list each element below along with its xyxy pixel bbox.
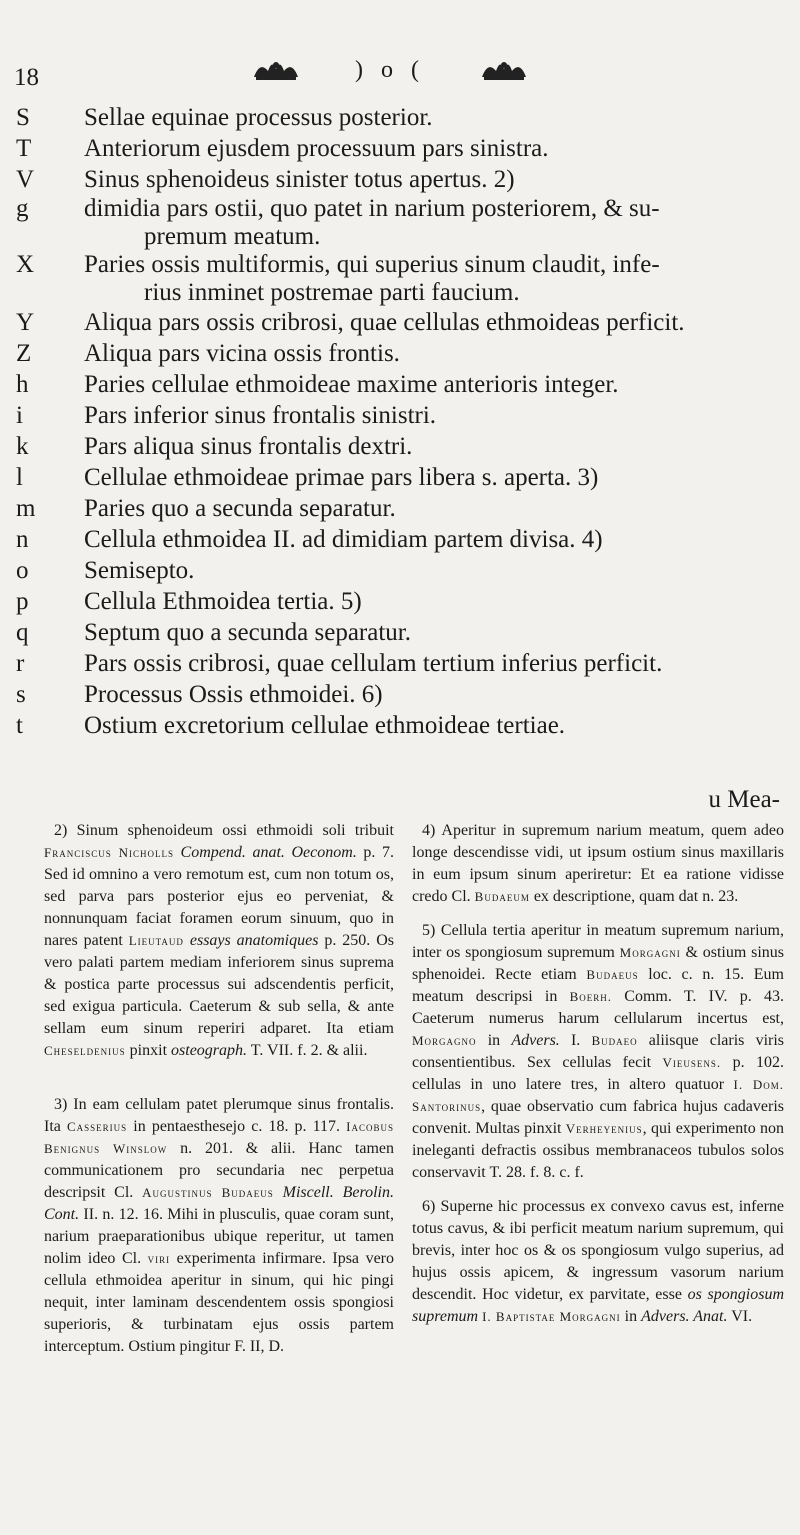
legend-item	[12, 307, 782, 338]
figure-legend	[12, 102, 782, 741]
legend-text: Sinus sphenoideus sinister totus apertus. 2)	[84, 166, 515, 193]
legend-item	[12, 369, 782, 400]
legend-text: Anteriorum ejusdem processuum pars sinistra.	[84, 135, 549, 162]
footnote-text: 2) Sinum sphenoideum ossi ethmoidi soli tribuit	[54, 822, 394, 839]
legend-item	[12, 195, 782, 251]
author-name: Verheyenius	[565, 1121, 643, 1136]
legend-text: Cellula Ethmoidea tertia. 5)	[84, 588, 362, 615]
legend-text: dimidia pars ostii, quo patet in narium posteriorem, & su-	[84, 195, 660, 222]
footnote-text: p. 250. Os vero palati partem mediam inferiorem sinus suprema & postica parte processus sui adscendentis perficit, sed exigua particula. Caeterum & sub sella, & ante sellam eum sinum reperiri adparet. Ita etiam	[44, 932, 395, 1037]
legend-text: Cellula ethmoidea II. ad dimidiam partem divisa. 4)	[84, 526, 603, 553]
author-name: Iacobus Benignus Winslow	[44, 1119, 395, 1156]
legend-item	[12, 462, 782, 493]
footnote-text: 5) Cellula tertia aperitur in meatum supremum narium, inter os spongiosum supremum	[412, 922, 784, 961]
fleuron-icon	[250, 57, 302, 83]
work-title: Compend. anat. Oeconom.	[173, 844, 357, 861]
legend-text: Sellae equinae processus posterior.	[84, 104, 433, 131]
footnote-5	[412, 920, 784, 1184]
author-name: Morgagni	[619, 945, 681, 960]
legend-item	[12, 555, 782, 586]
author-name: Budaeo	[591, 1033, 638, 1048]
legend-text: Aliqua pars vicina ossis frontis.	[84, 340, 400, 367]
footnote-text: ex descriptione, quam dat n. 23.	[529, 888, 739, 905]
legend-text: Pars aliqua sinus frontalis dextri.	[84, 433, 413, 460]
legend-text-continuation: rius inminet postremae parti faucium.	[144, 279, 520, 306]
legend-text: Ostium excretorium cellulae ethmoideae tertiae.	[84, 712, 566, 739]
footnote-text: p. 7. Sed id omnino a vero remotum est, cum non totum os, sed parva pars posterior ejus eo perveniat, & nonnunquam faciat foramen eorum sinuum, quo in nares patent	[44, 844, 394, 949]
work-title: osteograph.	[171, 1042, 248, 1059]
fleuron-icon	[478, 57, 530, 83]
header-ornament	[250, 50, 530, 90]
legend-text: Paries quo a secunda separatur.	[84, 495, 396, 522]
author-name: Cheseldenius	[44, 1043, 126, 1058]
author-name: I. Dom. Santorinus	[412, 1077, 784, 1114]
legend-letter: n	[16, 526, 29, 553]
author-name: Lieutaud	[128, 933, 184, 948]
footnote-text: II. n. 12. 16. Mihi in plusculis, quae coram sunt, narium praeparationibus ubique reperitur, ut tamen nolim ideo Cl.	[44, 1206, 394, 1267]
legend-item	[12, 679, 782, 710]
legend-letter: Y	[16, 309, 35, 336]
legend-letter: o	[16, 557, 29, 584]
legend-item	[12, 338, 782, 369]
legend-letter: l	[16, 464, 23, 491]
legend-letter: s	[16, 681, 26, 708]
footnote-text: 4) Aperitur in supremum narium meatum, quem adeo longe descendisse vidi, ut ipsum ostium sinus maxillaris in eum ipsum sinum aperiretur: Et ea ratione vidisse credo Cl.	[412, 822, 784, 905]
legend-item	[12, 524, 782, 555]
footnote-text: Comm. T. IV. p. 43. Caeterum numerus harum cellularum incertus est,	[412, 988, 784, 1027]
legend-letter: i	[16, 402, 23, 429]
footnote-text: , qui experimento non ineleganti defractis ossibus membranaceos tubulos solos conservavit T. 28. f. 8. c. f.	[412, 1120, 784, 1181]
footnote-text: loc. c. n. 15. Eum meatum descripsi in	[412, 966, 785, 1005]
legend-text: Pars inferior sinus frontalis sinistri.	[84, 402, 437, 429]
legend-letter: Z	[16, 340, 32, 367]
page-number: 18	[14, 64, 39, 91]
author-name: Morgagno	[412, 1033, 477, 1048]
work-title: Miscell. Berolin. Cont.	[44, 1184, 394, 1223]
header-ornament-text: ) o (	[355, 56, 425, 83]
legend-text: Cellulae ethmoideae primae pars libera s. aperta. 3)	[84, 464, 599, 491]
legend-letter: g	[16, 195, 29, 222]
legend-letter: T	[16, 135, 32, 162]
footnotes-left-column	[44, 820, 394, 1370]
author-name: Budaeum	[474, 889, 530, 904]
work-title: essays anatomiques	[183, 932, 319, 949]
author-name: Budaeus	[586, 967, 639, 982]
footnote-text: aliisque claris viris consentientibus. Sex cellulas fecit	[412, 1032, 785, 1071]
footnote-text: in	[476, 1032, 512, 1049]
legend-text: Semisepto.	[84, 557, 195, 584]
legend-letter: S	[16, 104, 30, 131]
legend-item	[12, 586, 782, 617]
catchword: u Mea-	[708, 786, 780, 813]
legend-item	[12, 164, 782, 195]
author-name: Casserius	[66, 1119, 128, 1134]
footnote-text: & ostium sinus sphenoidei. Recte etiam	[412, 944, 785, 983]
author-name: Boerh.	[569, 989, 613, 1004]
legend-letter: p	[16, 588, 29, 615]
legend-text-continuation: premum meatum.	[144, 223, 321, 250]
footnote-text: 6) Superne hic processus ex convexo cavus est, inferne totus cavus, & ibi perficit meatum narium supremum, qui brevis, inter hoc os & os spongiosum vulgo superius, ad hujus ossis apicem, & ingressum vasorum narium descendit. Hoc videtur, ex parvitate, esse	[412, 1198, 784, 1303]
legend-item	[12, 431, 782, 462]
work-title: os spongiosum supremum	[412, 1286, 784, 1325]
author-name: Franciscus Nicholls	[44, 845, 174, 860]
author-name: I. Baptistae Morgagni	[482, 1309, 621, 1324]
legend-text: Paries cellulae ethmoideae maxime anterioris integer.	[84, 371, 619, 398]
legend-text-block	[84, 251, 782, 307]
footnote-text: I.	[559, 1032, 592, 1049]
legend-text: Pars ossis cribrosi, quae cellulam tertium inferius perficit.	[84, 650, 663, 677]
footnote-text: in	[620, 1308, 642, 1325]
legend-letter: V	[16, 166, 35, 193]
legend-item	[12, 617, 782, 648]
footnote-3	[44, 1094, 394, 1358]
author-name: Augustinus Budaeus	[142, 1185, 274, 1200]
work-title: Advers.	[511, 1032, 560, 1049]
footnote-text: p. 102. cellulas in uno latere tres, in altero quatuor	[412, 1054, 784, 1093]
legend-text: Septum quo a secunda separatur.	[84, 619, 411, 646]
author-name: Vieusens.	[662, 1055, 722, 1070]
footnote-text: pinxit	[125, 1042, 172, 1059]
footnote-text: , quae observatio cum fabrica hujus cadaveris convenit. Multas pinxit	[412, 1098, 784, 1137]
legend-item	[12, 251, 782, 307]
legend-letter: X	[16, 251, 35, 278]
work-title: Advers. Anat.	[641, 1308, 728, 1325]
footnote-text: 3) In eam cellulam patet plerumque sinus frontalis. Ita	[44, 1096, 394, 1135]
legend-letter: r	[16, 650, 25, 677]
legend-text-block	[84, 195, 782, 251]
footnote-text: T. VII. f. 2. & alii.	[247, 1042, 368, 1059]
legend-letter: k	[16, 433, 29, 460]
footnote-text: VI.	[727, 1308, 753, 1325]
legend-letter: h	[16, 371, 29, 398]
legend-item	[12, 648, 782, 679]
legend-item	[12, 400, 782, 431]
legend-item	[12, 493, 782, 524]
legend-item	[12, 102, 782, 133]
footnote-text: experimenta infirmare. Ipsa vero cellula ethmoidea aperitur in sinum, qui hic pingi nequit, inter laminam descendentem ossis spongiosi superioris, & turbinatam ejus ossis partem interceptum. Ostium pingitur F. II, D.	[44, 1250, 394, 1355]
legend-item	[12, 710, 782, 741]
legend-text: Paries ossis multiformis, qui superius sinum claudit, infe-	[84, 251, 660, 278]
footnote-2	[44, 820, 394, 1062]
footnotes-right-column	[412, 820, 784, 1340]
legend-letter: t	[16, 712, 23, 739]
footnote-6	[412, 1196, 784, 1328]
legend-letter: q	[16, 619, 29, 646]
legend-letter: m	[16, 495, 36, 522]
footnote-text: n. 201. & alii. Hanc tamen communicationem pro secundaria nec perpetua descripsit Cl.	[44, 1140, 394, 1201]
legend-text: Aliqua pars ossis cribrosi, quae cellulas ethmoideas perficit.	[84, 309, 685, 336]
footnote-4	[412, 820, 784, 908]
footnote-text: in pentaesthesejo c. 18. p. 117.	[127, 1118, 347, 1135]
legend-text: Processus Ossis ethmoidei. 6)	[84, 681, 383, 708]
legend-item	[12, 133, 782, 164]
author-name: viri	[147, 1251, 171, 1266]
